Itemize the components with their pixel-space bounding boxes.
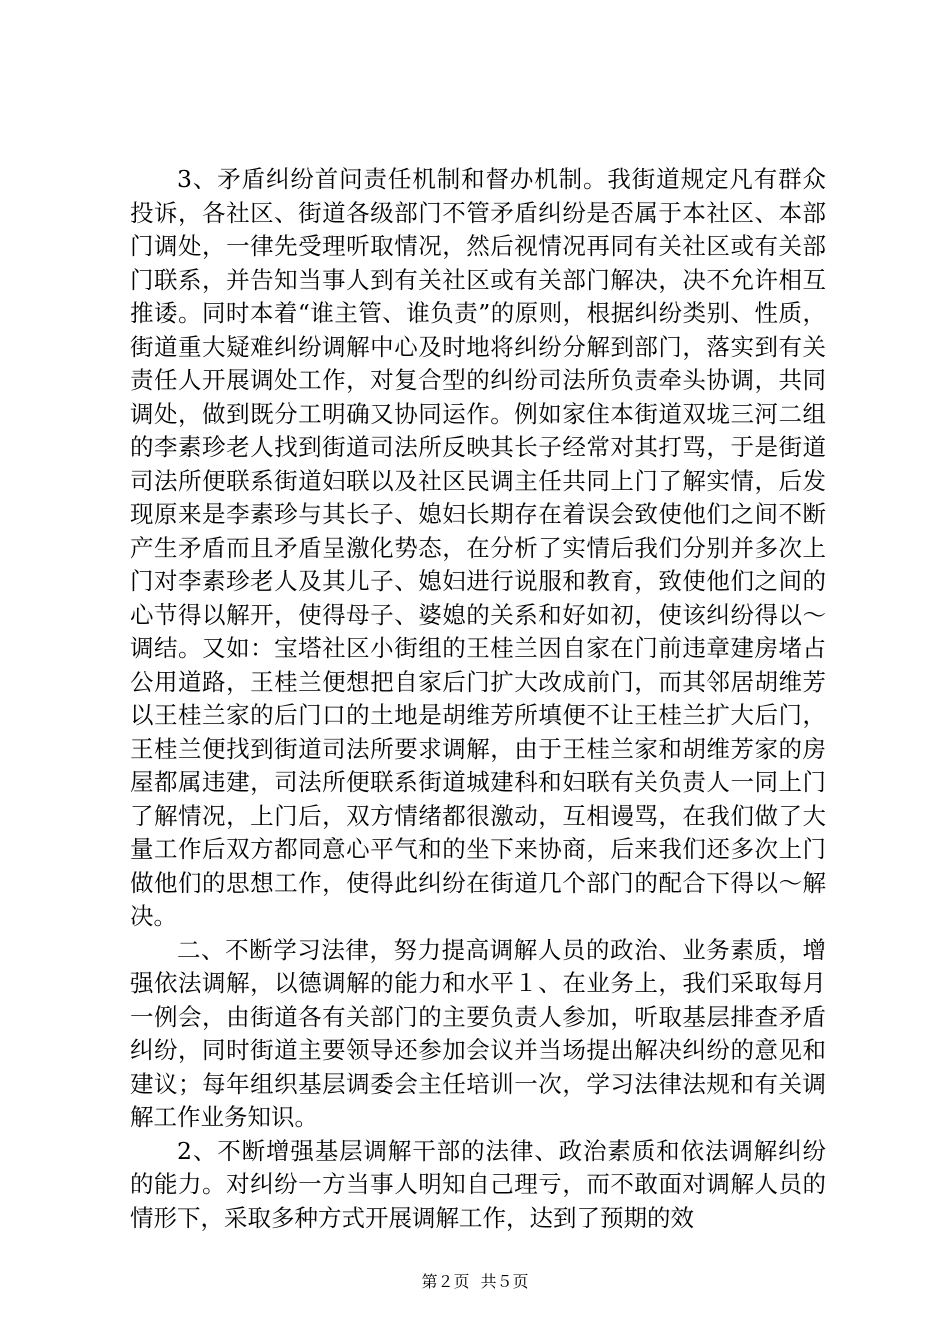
page-number-current: 第２页 bbox=[421, 1272, 470, 1291]
page-number-total: 共５页 bbox=[480, 1272, 529, 1291]
body-text bbox=[130, 163, 826, 1235]
paragraph-grassroots-mediators: 2、不断增强基层调解干部的法律、政治素质和依法调解纠纷的能力。对纠纷一方当事人明知自己理亏，而不敢面对调解人员的情形下，采取多种方式开展调解工作，达到了预期的效 bbox=[130, 1136, 826, 1232]
paragraph-first-responsibility: 3、矛盾纠纷首问责任机制和督办机制。我街道规定凡有群众投诉，各社区、街道各级部门不管矛盾纠纷是否属于本社区、本部门调处，一律先受理听取情况，然后视情况再同有关社区或有关部门联系，并告知当事人到有关社区或有关部门解决，决不允许相互推诿。同时本着“谁主管、谁负责”的原则，根据纠纷类别、性质，街道重大疑难纠纷调解中心及时地将纠纷分解到部门，落实到有关责任人开展调处工作，对复合型的纠纷司法所负责牵头协调，共同调处，做到既分工明确又协同运作。例如家住本街道双垅三河二组的李素珍老人找到街道司法所反映其长子经常对其打骂，于是街道司法所便联系街道妇联以及社区民调主任共同上门了解实情，后发现原来是李素珍与其长子、媳妇长期存在着误会致使他们之间不断产生矛盾而且矛盾呈激化势态，在分析了实情后我们分别并多次上门对李素珍老人及其儿子、媳妇进行说服和教育，致使他们之间的心节得以解开，使得母子、婆媳的关系和好如初，使该纠纷得以～调结。又如：宝塔社区小街组的王桂兰因自家在门前违章建房堵占公用道路，王桂兰便想把自家后门扩大改成前门，而其邻居胡维芳以王桂兰家的后门口的土地是胡维芳所填便不让王桂兰扩大后门，王桂兰便找到街道司法所要求调解，由于王桂兰家和胡维芳家的房屋都属违建，司法所便联系街道城建科和妇联有关负责人一同上门了解情况，上门后，双方情绪都很激动，互相谩骂，在我们做了大量工作后双方都同意心平气和的坐下来协商，后来我们还多次上门做他们的思想工作，使得此纠纷在街道几个部门的配合下得以～解决。 bbox=[130, 165, 826, 930]
page-footer bbox=[0, 1272, 950, 1292]
paragraph-study-law: 二、不断学习法律，努力提高调解人员的政治、业务素质，增强依法调解，以德调解的能力和水平１、在业务上，我们采取每月一例会，由街道各有关部门的主要负责人参加，听取基层排查矛盾纠纷，同时街道主要领导还参加会议并当场提出解决纠纷的意见和建议；每年组织基层调委会主任培训一次，学习法律法规和有关调解工作业务知识。 bbox=[130, 935, 826, 1131]
